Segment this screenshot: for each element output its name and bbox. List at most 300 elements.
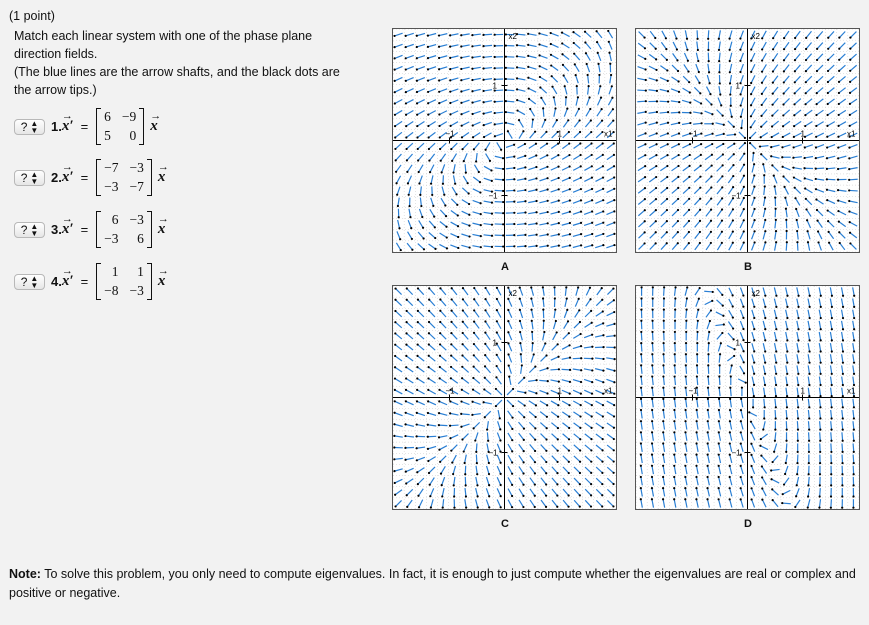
arrow-tip (511, 450, 513, 452)
arrow-tip (842, 317, 844, 319)
arrow-shaft (795, 99, 801, 105)
graph-label-b: B (744, 261, 752, 273)
arrow-tip (718, 465, 720, 467)
arrow-shaft (739, 132, 745, 138)
tick-label-x-neg: −1 (445, 129, 455, 139)
arrow-shaft (573, 223, 581, 225)
arrow-tip (743, 175, 745, 177)
arrow-tip (427, 125, 429, 127)
arrow-tip (662, 387, 664, 389)
arrow-shaft (652, 421, 653, 429)
arrow-shaft (729, 209, 733, 216)
arrow-shaft (586, 299, 591, 306)
arrow-shaft (418, 300, 424, 306)
arrow-shaft (641, 388, 642, 396)
arrow-tip (505, 56, 507, 58)
arrow-shaft (719, 53, 720, 61)
arrow-shaft (817, 43, 823, 49)
arrow-tip (484, 343, 486, 345)
arrow-tip (527, 77, 529, 79)
arrow-shaft (763, 310, 765, 318)
arrow-shaft (417, 89, 425, 92)
arrow-shaft (727, 144, 734, 149)
arrow-shaft (717, 110, 723, 116)
arrow-tip (394, 389, 396, 391)
arrow-shaft (408, 232, 412, 239)
arrow-shaft (439, 89, 447, 92)
arrow-shaft (506, 101, 514, 102)
arrow-tip (394, 148, 396, 150)
arrow-tip (534, 450, 536, 452)
arrow-shaft (598, 98, 602, 106)
arrow-tip (568, 344, 570, 346)
arrow-shaft (662, 31, 666, 38)
arrow-shaft (395, 121, 402, 126)
arrow-shaft (551, 412, 558, 417)
arrow-shaft (461, 34, 469, 35)
arrow-shaft (407, 311, 413, 317)
arrow-tip (491, 246, 493, 248)
arrow-shaft (697, 399, 698, 407)
arrow-shaft (506, 168, 514, 169)
arrow-tip (564, 85, 566, 87)
arrow-tip (677, 242, 679, 244)
arrow-tip (796, 462, 798, 464)
arrow-tip (783, 483, 785, 485)
arrow-shaft (407, 500, 412, 507)
arrow-shaft (819, 343, 820, 351)
arrow-tip (602, 188, 604, 190)
arrow-shaft (661, 232, 667, 238)
arrow-tip (849, 232, 851, 234)
arrow-shaft (797, 299, 799, 307)
arrow-shaft (704, 134, 712, 136)
arrow-tip (662, 409, 664, 411)
arrow-tip (677, 209, 679, 211)
arrow-shaft (487, 421, 488, 429)
arrow-shaft (829, 232, 834, 239)
arrow-shaft (531, 299, 533, 307)
arrow-tip (753, 328, 755, 330)
arrow-shaft (719, 377, 720, 385)
arrow-shaft (528, 56, 536, 58)
arrow-tip (591, 393, 593, 395)
arrow-tip (461, 377, 463, 379)
arrow-tip (545, 472, 547, 474)
arrow-tip (568, 131, 570, 133)
arrow-shaft (684, 53, 687, 61)
arrow-shaft (486, 154, 490, 161)
arrow-shaft (453, 466, 455, 474)
arrow-shaft (819, 388, 820, 396)
arrow-tip (729, 82, 731, 84)
arrow-tip (613, 415, 615, 417)
arrow-shaft (484, 224, 492, 225)
arrow-tip (786, 230, 788, 232)
arrow-tip (656, 79, 658, 81)
arrow-tip (473, 354, 475, 356)
arrow-shaft (451, 143, 457, 149)
arrow-tip (640, 409, 642, 411)
arrow-shaft (663, 399, 664, 407)
arrow-tip (557, 143, 559, 145)
arrow-tip (427, 377, 429, 379)
arrow-shaft (442, 164, 445, 172)
arrow-shaft (431, 175, 433, 183)
arrow-tip (568, 449, 570, 451)
arrow-tip (760, 126, 762, 128)
arrow-tip (460, 413, 462, 415)
arrow-tip (546, 166, 548, 168)
arrow-tip (753, 384, 755, 386)
arrow-tip (569, 165, 571, 167)
arrow-tip (556, 119, 558, 121)
arrow-shaft (584, 189, 592, 192)
arrow-shaft (696, 299, 699, 307)
arrow-tip (449, 91, 451, 93)
arrow-tip (614, 358, 616, 360)
arrow-tip (450, 450, 452, 452)
arrow-tip (556, 472, 558, 474)
arrow-shaft (450, 34, 458, 36)
arrow-tip (740, 398, 742, 400)
arrow-shaft (517, 67, 525, 68)
arrow-shaft (554, 108, 556, 116)
arrow-tip (439, 298, 441, 300)
arrow-tip (442, 507, 444, 509)
arrow-shaft (517, 213, 525, 214)
arrow-shaft (395, 322, 401, 328)
arrow-shaft (562, 178, 570, 181)
arrow-tip (796, 219, 798, 221)
arrow-shaft (660, 89, 668, 91)
arrow-tip (405, 91, 407, 93)
arrow-shaft (473, 212, 481, 214)
arrow-shaft (649, 166, 656, 171)
arrow-tip (686, 49, 688, 51)
arrow-tip (557, 154, 559, 156)
arrow-tip (423, 237, 425, 239)
arrow-shaft (528, 212, 536, 213)
arrow-tip (842, 306, 844, 308)
arrow-shaft (816, 122, 823, 126)
arrow-shaft (451, 333, 457, 339)
tick-label-y-pos: 1 (735, 338, 740, 348)
arrow-tip (785, 440, 787, 442)
arrow-tip (853, 406, 855, 408)
arrow-shaft (462, 390, 469, 394)
arrow-tip (394, 287, 396, 289)
answer-select-3[interactable]: ? ▲ ▼ (14, 222, 45, 238)
arrow-shaft (773, 53, 778, 60)
arrow-tip (439, 377, 441, 379)
arrow-tip (827, 59, 829, 61)
arrow-tip (753, 186, 755, 188)
arrow-shaft (828, 221, 834, 227)
arrow-shaft (573, 189, 581, 192)
arrow-shaft (608, 109, 613, 116)
arrow-tip (730, 375, 732, 377)
matrix-a11: 6 (104, 109, 111, 124)
arrow-tip (644, 68, 646, 70)
arrow-tip (782, 166, 784, 168)
arrow-tip (816, 70, 818, 72)
arrow-shaft (497, 288, 501, 295)
arrow-tip (494, 45, 496, 47)
arrow-tip (700, 102, 702, 104)
arrow-shaft (741, 399, 743, 407)
arrow-tip (482, 67, 484, 69)
arrow-shaft (396, 243, 400, 250)
arrow-shaft (839, 54, 845, 60)
arrow-tip (522, 484, 524, 486)
arrow-shaft (839, 76, 846, 81)
arrow-tip (507, 298, 509, 300)
arrow-shaft (585, 412, 592, 417)
arrow-shaft (397, 176, 401, 183)
arrow-tip (782, 103, 784, 105)
arrow-shaft (740, 53, 743, 61)
arrow-shaft (674, 466, 676, 474)
arrow-tip (613, 323, 615, 325)
arrow-tip (557, 166, 559, 168)
arrow-tip (502, 212, 504, 214)
arrow-shaft (563, 65, 569, 71)
arrow-shaft (652, 499, 654, 507)
arrow-tip (674, 286, 676, 288)
arrow-tip (439, 310, 441, 312)
arrow-tip (591, 199, 593, 201)
arrow-tip (710, 209, 712, 211)
arrow-tip (580, 222, 582, 224)
arrow-tip (601, 119, 603, 121)
arrow-tip (472, 124, 474, 126)
arrow-tip (484, 354, 486, 356)
arrow-shaft (518, 144, 525, 148)
arrow-shaft (395, 333, 402, 338)
arrow-tip (816, 81, 818, 83)
arrow-tip (848, 210, 850, 212)
arrow-tip (462, 321, 464, 323)
arrow-shaft (531, 354, 534, 362)
arrow-shaft (730, 388, 731, 396)
arrow-tip (519, 286, 521, 288)
arrow-shaft (752, 242, 755, 250)
arrow-tip (662, 364, 664, 366)
arrow-shaft (853, 421, 854, 429)
arrow-shaft (816, 189, 824, 192)
arrow-shaft (838, 211, 846, 215)
arrow-tip (753, 339, 755, 341)
arrow-tip (591, 334, 593, 336)
stepper-arrows-icon: ▲ ▼ (30, 273, 39, 290)
arrow-tip (427, 57, 429, 59)
arrow-tip (651, 431, 653, 433)
answer-select-4[interactable]: ? ▲ ▼ (14, 274, 45, 290)
arrow-tip (674, 331, 676, 333)
arrow-tip (502, 245, 504, 247)
arrow-shaft (717, 198, 722, 205)
arrow-shaft (519, 466, 524, 473)
arrow-tip (783, 70, 785, 72)
arrow-tip (722, 115, 724, 117)
arrow-shaft (541, 355, 547, 361)
tick-label-y-pos: 1 (492, 338, 497, 348)
arrow-tip (547, 188, 549, 190)
arrow-tip (416, 459, 418, 461)
arrow-tip (394, 114, 396, 116)
arrow-shaft (663, 443, 664, 451)
arrow-shaft (819, 365, 820, 373)
arrow-tip (429, 171, 431, 173)
arrow-shaft (563, 120, 568, 127)
arrow-shaft (563, 478, 569, 484)
arrow-shaft (683, 232, 688, 239)
arrow-shaft (828, 76, 834, 82)
arrow-shaft (808, 488, 809, 496)
arrow-shaft (808, 477, 809, 485)
arrow-tip (579, 154, 581, 156)
arrow-shaft (520, 310, 523, 318)
arrow-tip (524, 178, 526, 180)
arrow-shaft (817, 76, 823, 82)
arrow-shaft (795, 188, 801, 194)
answer-select-1[interactable]: ? ▲ ▼ (14, 119, 45, 135)
arrow-shaft (717, 243, 721, 250)
arrow-shaft (542, 120, 545, 128)
arrow-shaft (637, 78, 645, 80)
arrow-tip (602, 176, 604, 178)
arrow-shaft (562, 155, 569, 159)
arrow-shaft (472, 34, 480, 35)
arrow-tip (666, 242, 668, 244)
arrow-tip (710, 231, 712, 233)
arrow-shaft (429, 288, 435, 294)
arrow-tip (590, 119, 592, 121)
arrow-shaft (696, 499, 698, 507)
arrow-shaft (827, 200, 835, 203)
arrow-tip (428, 355, 430, 357)
arrow-shaft (406, 401, 414, 405)
arrow-shaft (695, 76, 699, 83)
arrow-tip (524, 155, 526, 157)
arrow-tip (819, 429, 821, 431)
arrow-shaft (831, 365, 832, 373)
arrow-tip (743, 219, 745, 221)
arrow-shaft (552, 489, 557, 496)
equals-sign: = (80, 119, 89, 134)
arrow-tip (753, 350, 755, 352)
arrow-tip (535, 379, 537, 381)
arrow-shaft (741, 455, 743, 463)
arrow-shaft (396, 300, 402, 306)
arrow-shaft (595, 390, 603, 394)
arrow-tip (535, 234, 537, 236)
arrow-tip (750, 454, 752, 456)
arrow-shaft (672, 177, 679, 182)
arrow-shaft (429, 333, 435, 339)
arrow-tip (764, 350, 766, 352)
arrow-shaft (805, 110, 812, 115)
arrow-shaft (609, 86, 612, 94)
arrow-shaft (417, 100, 425, 104)
arrow-shaft (472, 246, 480, 247)
arrow-shaft (451, 344, 457, 350)
arrow-shaft (661, 243, 667, 249)
arrow-shaft (596, 178, 604, 182)
arrow-shaft (750, 132, 756, 138)
arrow-shaft (539, 380, 547, 381)
arrow-tip (764, 384, 766, 386)
arrow-shaft (429, 345, 435, 351)
arrow-shaft (683, 210, 689, 216)
arrow-tip (393, 412, 395, 414)
arrow-tip (602, 415, 604, 417)
arrow-shaft (697, 466, 699, 474)
arrow-shaft (462, 188, 468, 194)
arrow-tip (534, 506, 536, 508)
arrow-tip (805, 198, 807, 200)
note-text: To solve this problem, you only need to compute eigenvalues. In fact, it is enough to just compute whether the eigenvalues are real or complex and positive or negative. (9, 567, 856, 600)
arrow-shaft (607, 312, 615, 316)
arrow-tip (405, 114, 407, 116)
arrow-tip (826, 168, 828, 170)
note (9, 565, 859, 603)
arrow-tip (830, 462, 832, 464)
answer-select-2[interactable]: ? ▲ ▼ (14, 170, 45, 186)
arrow-tip (743, 186, 745, 188)
arrow-tip (483, 113, 485, 115)
arrow-tip (662, 498, 664, 500)
arrow-shaft (719, 388, 720, 396)
tick-label-x-pos: 1 (557, 129, 562, 139)
arrow-tip (763, 417, 765, 419)
arrow-shaft (541, 500, 546, 507)
arrow-shaft (486, 288, 490, 295)
arrow-tip (720, 104, 722, 106)
arrow-shaft (406, 367, 413, 372)
arrow-shaft (708, 421, 709, 429)
arrow-tip (667, 143, 669, 145)
arrow-tip (815, 114, 817, 116)
arrow-shaft (641, 499, 643, 507)
arrow-shaft (595, 379, 603, 382)
arrow-tip (743, 372, 745, 374)
arrow-tip (553, 286, 555, 288)
arrow-shaft (638, 55, 645, 59)
arrow-shaft (563, 500, 568, 507)
arrow-tip (772, 499, 774, 501)
arrow-tip (589, 108, 591, 110)
arrow-shaft (395, 490, 402, 495)
arrow-tip (546, 427, 548, 429)
arrow-shaft (740, 42, 743, 50)
arrow-shaft (639, 232, 645, 238)
arrow-shaft (739, 143, 745, 149)
arrow-shaft (406, 479, 413, 484)
arrow-tip (438, 102, 440, 104)
arrow-tip (786, 362, 788, 364)
arrow-tip (439, 461, 441, 463)
arrow-tip (460, 90, 462, 92)
arrow-tip (416, 377, 418, 379)
arrow-shaft (641, 343, 642, 351)
arrow-tip (831, 295, 833, 297)
arrow-shaft (532, 343, 533, 351)
arrow-shaft (729, 232, 733, 239)
arrow-tip (614, 346, 616, 348)
arrow-tip (696, 409, 698, 411)
